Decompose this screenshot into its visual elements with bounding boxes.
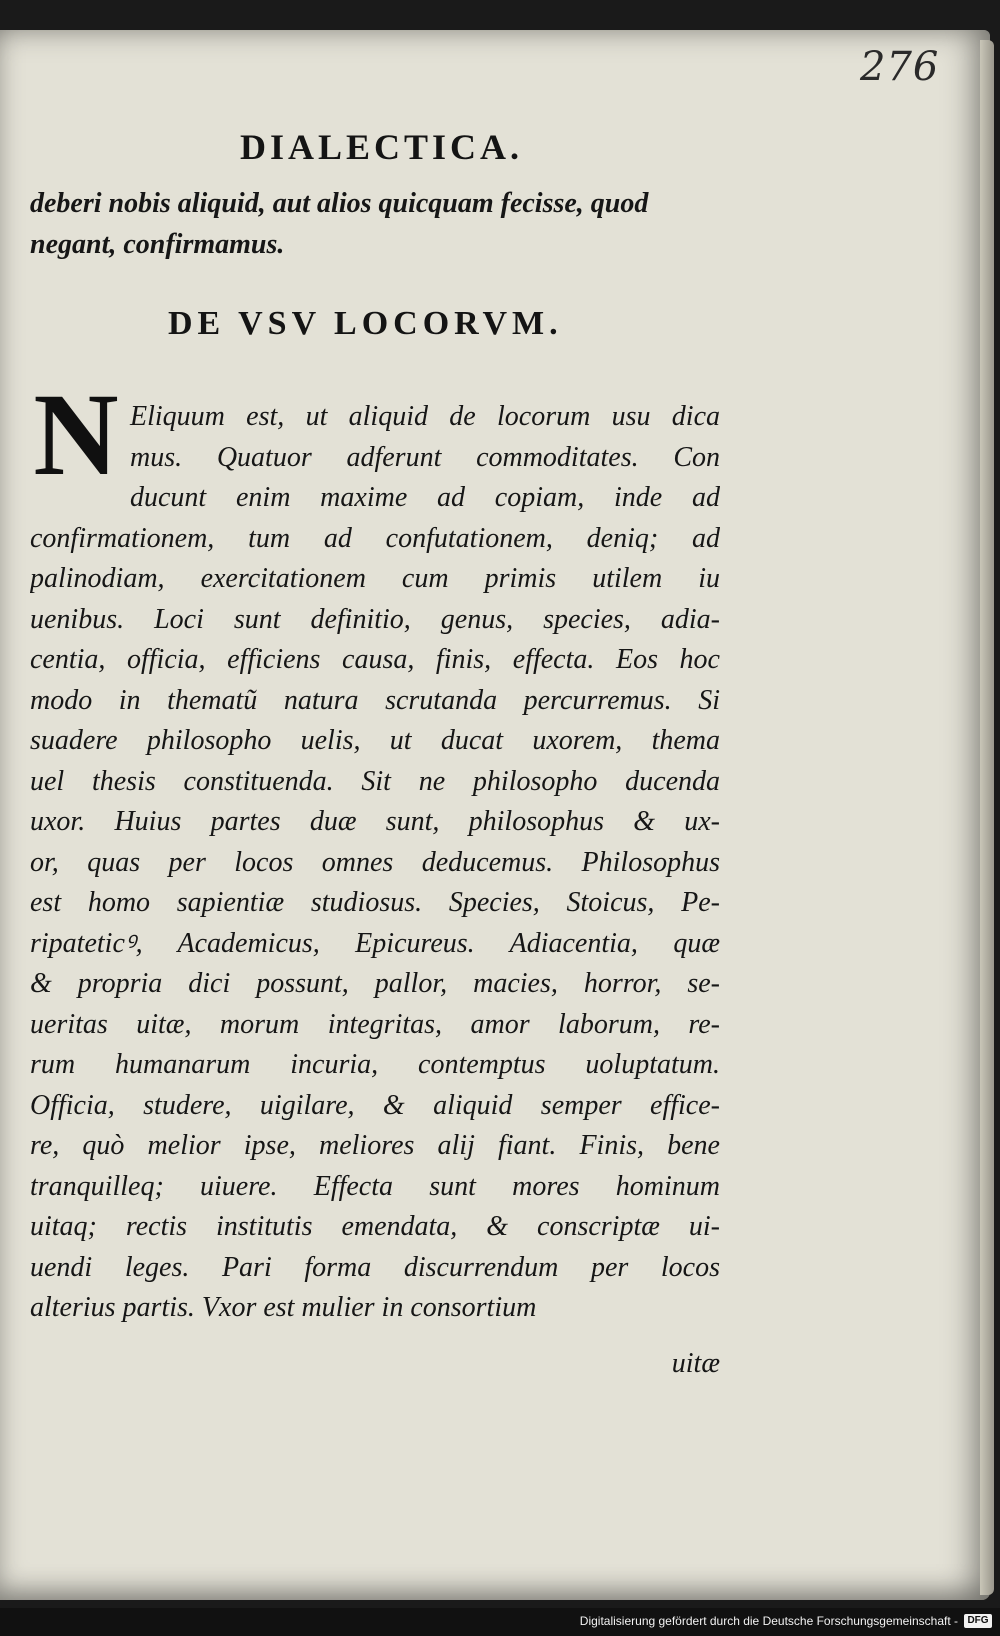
text-line: Eliquum est, ut aliquid de locorum usu dica bbox=[130, 401, 720, 432]
text-line: uxor. Huius partes duæ sunt, philosophus & ux- bbox=[30, 806, 720, 837]
text-line: mus. Quatuor adferunt commoditates. Con bbox=[130, 441, 720, 473]
text-line: est homo sapientiæ studiosus. Species, Stoicus, Pe- bbox=[30, 887, 720, 918]
text-line: or, quas per locos omnes deducemus. Philosophus bbox=[30, 846, 720, 878]
text-line: & propria dici possunt, pallor, macies, horror, se- bbox=[30, 968, 720, 999]
footer-bar bbox=[0, 1608, 1000, 1636]
text-line: uendi leges. Pari forma discurrendum per locos bbox=[30, 1251, 720, 1283]
text-line: re, quò melior ipse, meliores alij fiant. Finis, bene bbox=[30, 1130, 720, 1161]
text-line: Officia, studere, uigilare, & aliquid semper effice- bbox=[30, 1089, 720, 1121]
text-line: negant, confirmamus. bbox=[30, 228, 285, 260]
text-line: ueritas uitæ, morum integritas, amor laborum, re- bbox=[30, 1008, 720, 1040]
text-line: ducunt enim maxime ad copiam, inde ad bbox=[130, 482, 720, 513]
page-edge bbox=[980, 40, 994, 1595]
drop-cap-initial: N bbox=[33, 369, 119, 500]
text-line: suadere philosopho uelis, ut ducat uxorem, thema bbox=[30, 725, 720, 756]
continuation-text bbox=[30, 184, 720, 265]
text-line: confirmationem, tum ad confutationem, deniq; ad bbox=[30, 522, 720, 554]
body-text bbox=[30, 397, 720, 1329]
text-line: rum humanarum incuria, contemptus uoluptatum. bbox=[30, 1049, 720, 1080]
text-line: uel thesis constituenda. Sit ne philosopho ducenda bbox=[30, 765, 720, 797]
text-line: deberi nobis aliquid, aut alios quicquam fecisse, quod bbox=[30, 188, 649, 219]
dfg-logo-icon: DFG bbox=[964, 1614, 992, 1628]
text-line: uitaq; rectis institutis emendata, & conscriptæ ui- bbox=[30, 1211, 720, 1242]
text-line: alterius partis. Vxor est mulier in consortium bbox=[30, 1292, 537, 1323]
funding-notice: Digitalisierung gefördert durch die Deutsche Forschungsgemeinschaft - bbox=[579, 1614, 958, 1628]
text-line: tranquilleq; uiuere. Effecta sunt mores hominum bbox=[30, 1170, 720, 1202]
running-head: DIALECTICA. bbox=[240, 127, 524, 167]
section-title: DE VSV LOCORVM. bbox=[168, 305, 563, 342]
folio-number: 276 bbox=[860, 44, 940, 90]
text-line: ripateticꝰ, Academicus, Epicureus. Adiacentia, quæ bbox=[30, 927, 720, 959]
text-line: palinodiam, exercitationem cum primis utilem iu bbox=[30, 563, 720, 594]
text-line: modo in thematũ natura scrutanda percurremus. Si bbox=[30, 684, 720, 716]
text-line: uenibus. Loci sunt definitio, genus, species, adia- bbox=[30, 603, 720, 635]
text-line: centia, officia, efficiens causa, finis, effecta. Eos hoc bbox=[30, 644, 720, 675]
catchword: uitæ bbox=[671, 1348, 720, 1379]
